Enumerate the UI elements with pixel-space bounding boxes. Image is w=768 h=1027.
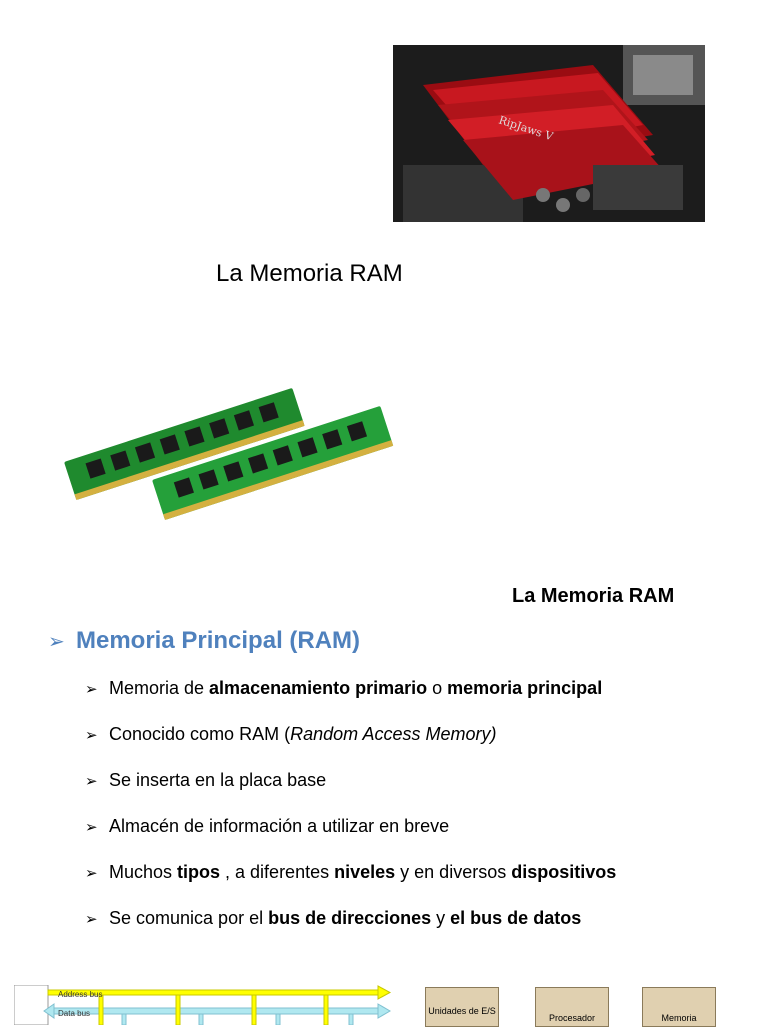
bullet-text: Muchos tipos , a diferentes niveles y en diversos dispositivos: [109, 862, 617, 882]
processor-box: Procesador: [535, 987, 609, 1027]
arrow-bullet-icon: ➢: [85, 911, 98, 928]
bullet-text: Se comunica por el bus de direcciones y el bus de datos: [109, 908, 582, 928]
data-bus-label: Data bus: [58, 1009, 91, 1018]
arrow-bullet-icon: ➢: [85, 865, 98, 882]
bus-diagram: [14, 985, 394, 1025]
arrow-bullet-icon: ➢: [85, 681, 98, 698]
memory-box: Memoria: [642, 987, 716, 1027]
bullet-item: [85, 770, 326, 791]
arrow-bullet-icon: ➢: [48, 630, 65, 653]
io-units-box: Unidades de E/S: [425, 987, 499, 1027]
bullet-item: [85, 816, 449, 837]
address-bus-label: Address bus: [58, 990, 103, 999]
arrow-bullet-icon: ➢: [85, 773, 98, 790]
arrow-bullet-icon: ➢: [85, 819, 98, 836]
bullet-item: [85, 862, 616, 883]
bullet-text: Memoria de almacenamiento primario o memoria principal: [109, 678, 603, 698]
arrow-bullet-icon: ➢: [85, 727, 98, 744]
bullet-text: Conocido como RAM (Random Access Memory): [109, 724, 497, 744]
page-title: La Memoria RAM: [216, 260, 403, 287]
bullet-item: [85, 908, 581, 929]
bullet-text: Almacén de información a utilizar en breve: [109, 816, 450, 836]
svg-text:RipJaws V: RipJaws V: [497, 113, 555, 144]
bullet-item: [85, 678, 602, 699]
bullet-text: Se inserta en la placa base: [109, 770, 327, 790]
slide-title: La Memoria RAM: [512, 585, 675, 607]
bullet-item: [85, 724, 496, 745]
ram-modules-illustration: [60, 370, 400, 530]
ripjaws-ram-photo: [393, 45, 705, 222]
main-heading: [48, 627, 360, 655]
main-heading-text: Memoria Principal (RAM): [76, 627, 361, 654]
